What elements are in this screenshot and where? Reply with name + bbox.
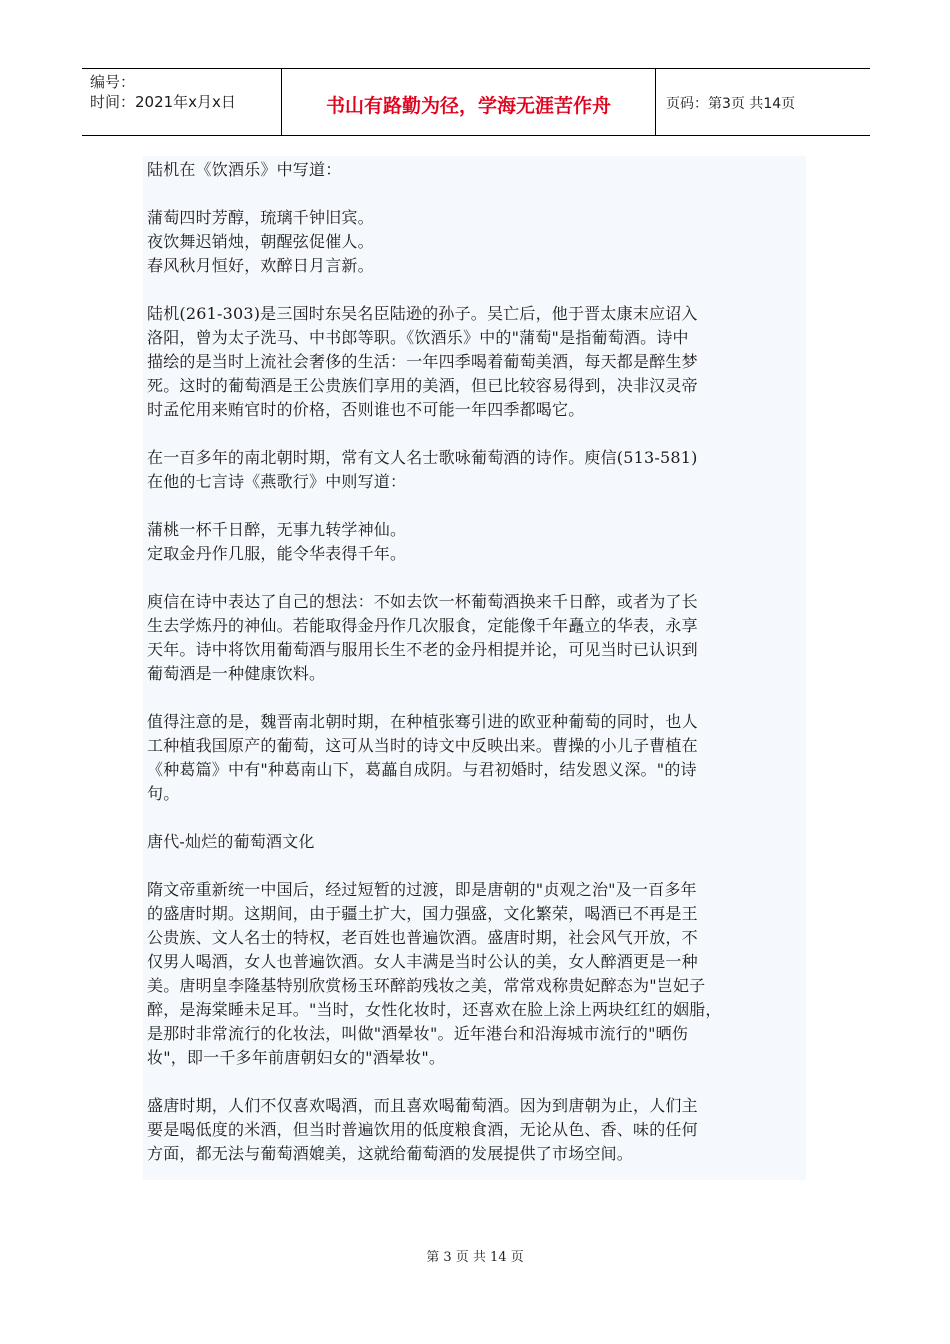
text-line: 蒲萄四时芳醇，琉璃千钟旧宾。 <box>147 208 374 227</box>
text-line: 公贵族、文人名士的特权，老百姓也普遍饮酒。盛唐时期，社会风气开放，不 <box>147 928 698 947</box>
text-line: 死。这时的葡萄酒是王公贵族们享用的美酒，但已比较容易得到，决非汉灵帝 <box>147 376 698 395</box>
text-line: 在一百多年的南北朝时期，常有文人名士歌咏葡萄酒的诗作。庾信(513-581) <box>147 448 698 467</box>
text-line: 是那时非常流行的化妆法，叫做"酒晕妆"。近年港台和沿海城市流行的"晒伤 <box>147 1024 689 1043</box>
text-line: 在他的七言诗《燕歌行》中则写道： <box>147 472 407 491</box>
text-line: 春风秋月恒好，欢醉日月言新。 <box>147 256 374 275</box>
text-line: 洛阳，曾为太子洗马、中书郎等职。《饮酒乐》中的"蒲萄"是指葡萄酒。诗中 <box>147 328 689 347</box>
text-line: 蒲桃一杯千日醉，无事九转学神仙。 <box>147 520 407 539</box>
article-body <box>143 156 806 1180</box>
paragraph <box>147 710 802 806</box>
text-line: 定取金丹作几服，能令华表得千年。 <box>147 544 407 563</box>
text-line: 工种植我国原产的葡萄，这可从当时的诗文中反映出来。曹操的小儿子曹植在 <box>147 736 698 755</box>
text-line: 妆"，即一千多年前唐朝妇女的"酒晕妆"。 <box>147 1048 446 1067</box>
text-line: 盛唐时期，人们不仅喜欢喝酒，而且喜欢喝葡萄酒。因为到唐朝为止，人们主 <box>147 1096 698 1115</box>
number-label: 编号： <box>90 73 136 91</box>
text-line: 时孟佗用来贿官时的价格，否则谁也不可能一年四季都喝它。 <box>147 400 585 419</box>
paragraph <box>147 830 802 854</box>
paragraph <box>147 1094 802 1166</box>
text-line: 隋文帝重新统一中国后，经过短暂的过渡，即是唐朝的"贞观之治"及一百多年 <box>147 880 697 899</box>
header-page-info: 页码：第3页 共14页 <box>666 96 796 112</box>
paragraph <box>147 518 802 566</box>
text-line: 葡萄酒是一种健康饮料。 <box>147 664 326 683</box>
text-line: 陆机在《饮酒乐》中写道： <box>147 160 342 179</box>
text-line: 唐代-灿烂的葡萄酒文化 <box>147 832 315 851</box>
text-line: 《种葛篇》中有"种葛南山下，葛藟自成阴。与君初婚时，结发恩义深。"的诗 <box>147 760 697 779</box>
text-line: 方面，都无法与葡萄酒媲美，这就给葡萄酒的发展提供了市场空间。 <box>147 1144 634 1163</box>
text-line: 生去学炼丹的神仙。若能取得金丹作几次服食，定能像千年矗立的华表，永享 <box>147 616 698 635</box>
text-line: 的盛唐时期。这期间，由于疆土扩大，国力强盛，文化繁荣，喝酒已不再是王 <box>147 904 698 923</box>
paragraph <box>147 878 802 1070</box>
text-line: 值得注意的是，魏晋南北朝时期，在种植张骞引进的欧亚种葡萄的同时，也人 <box>147 712 698 731</box>
text-line: 要是喝低度的米酒，但当时普遍饮用的低度粮食酒，无论从色、香、味的任何 <box>147 1120 698 1139</box>
paragraph <box>147 206 802 278</box>
text-line: 仅男人喝酒，女人也普遍饮酒。女人丰满是当时公认的美，女人醉酒更是一种 <box>147 952 698 971</box>
header-motto: 书山有路勤为径，学海无涯苦作舟 <box>282 69 656 135</box>
document-header <box>82 68 870 136</box>
paragraph <box>147 302 802 422</box>
text-line: 夜饮舞迟销烛，朝醒弦促催人。 <box>147 232 374 251</box>
text-line: 美。唐明皇李隆基特别欣赏杨玉环醉韵残妆之美，常常戏称贵妃醉态为"岂妃子 <box>147 976 706 995</box>
paragraph <box>147 590 802 686</box>
paragraph <box>147 158 802 182</box>
header-meta <box>82 69 282 135</box>
text-line: 陆机(261-303)是三国时东吴名臣陆逊的孙子。吴亡后，他于晋太康末应诏入 <box>147 304 698 323</box>
text-line: 庾信在诗中表达了自己的想法：不如去饮一杯葡萄酒换来千日醉，或者为了长 <box>147 592 698 611</box>
date-label: 时间：2021年x月x日 <box>90 93 236 111</box>
text-line: 描绘的是当时上流社会奢侈的生活：一年四季喝着葡萄美酒，每天都是醉生梦 <box>147 352 698 371</box>
text-line: 天年。诗中将饮用葡萄酒与服用长生不老的金丹相提并论，可见当时已认识到 <box>147 640 698 659</box>
text-line: 句。 <box>147 784 180 803</box>
paragraph <box>147 446 802 494</box>
page-footer: 第 3 页 共 14 页 <box>426 1250 524 1265</box>
text-line: 醉，是海棠睡未足耳。"当时，女性化妆时，还喜欢在脸上涂上两块红红的姻脂， <box>147 1000 722 1019</box>
